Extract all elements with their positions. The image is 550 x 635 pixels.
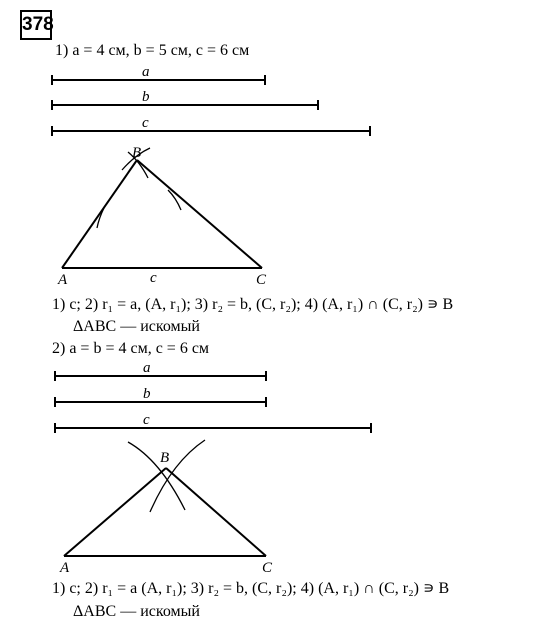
vertex-A-label: A (58, 272, 68, 288)
part1-segments (52, 75, 370, 136)
part1-steps: 1) c; 2) r₁ = a, (A, r₁); 3) r₂ = b, (C, r₂); 4) (A, r₁) ∩ (C, r₂) ∍ B (52, 296, 454, 313)
part2-steps: 1) c; 2) r₁ = a (A, r₁); 3) r₂ = b, (C, r₂); 4) (A, r₁) ∩ (C, r₂) ∍ B (52, 580, 450, 597)
vertex2-A-label: A (60, 560, 70, 576)
segment-b-label: b (142, 89, 150, 105)
vertex-B-label: B (132, 145, 142, 161)
segment2-a-label: a (143, 360, 151, 376)
part2-heading: 2) a = b = 4 см, c = 6 см (52, 340, 210, 357)
part1-result: ΔABC — искомый (73, 318, 200, 335)
part1-heading: 1) a = 4 см, b = 5 см, c = 6 см (55, 42, 250, 59)
segment-c-label: c (142, 115, 149, 131)
part1-triangle (62, 148, 262, 268)
part2-result: ΔABC — искомый (73, 603, 200, 620)
vertex2-C-label: C (262, 560, 273, 576)
segment2-c-label: c (143, 412, 150, 428)
problem-number: 378 (20, 10, 52, 40)
vertex-C-label: C (256, 272, 267, 288)
vertex2-B-label: B (160, 450, 170, 466)
segment2-b-label: b (143, 386, 151, 402)
segment-a-label: a (142, 64, 150, 80)
base-c-label: c (150, 270, 157, 286)
part2-segments (55, 371, 371, 433)
